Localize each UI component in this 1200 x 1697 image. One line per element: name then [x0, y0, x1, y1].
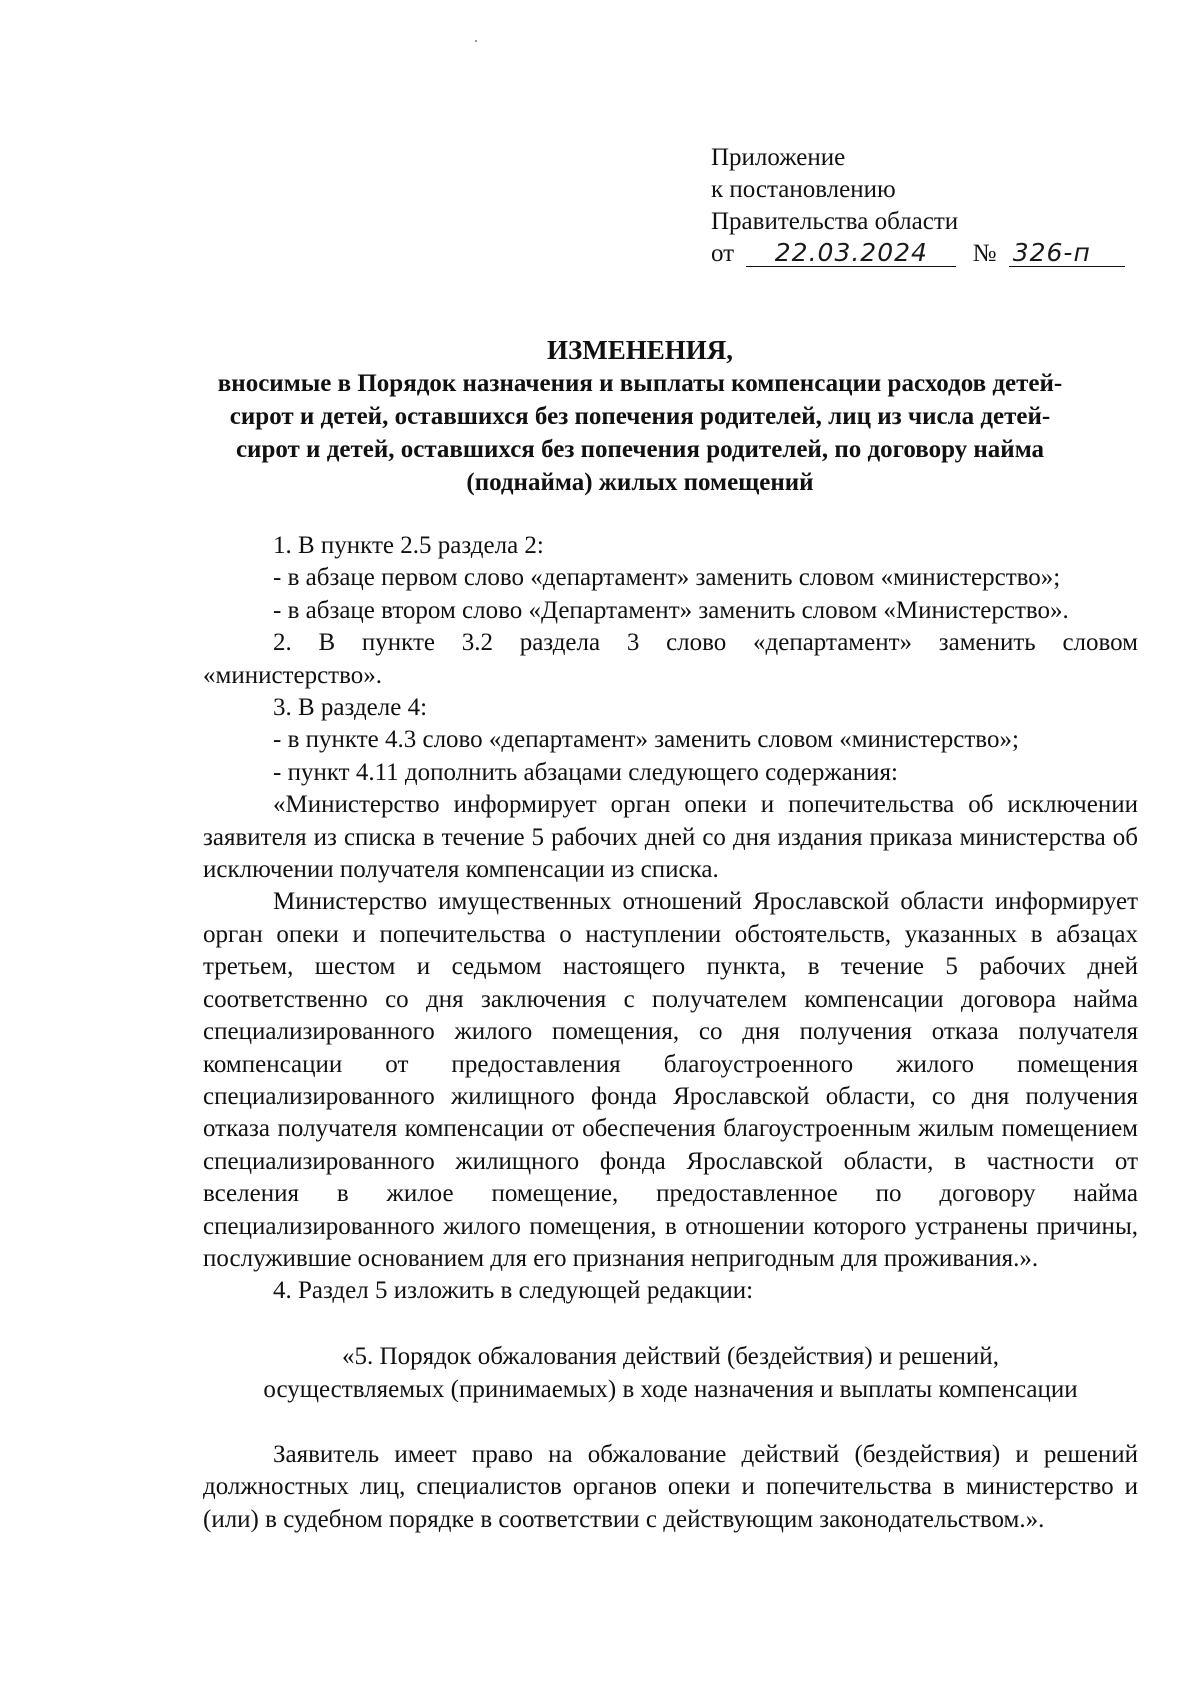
date-prefix: от — [711, 240, 735, 267]
body-paragraph: - в пункте 4.3 слово «департамент» заменить словом «министерство»; — [273, 726, 1019, 754]
body-paragraph: - пункт 4.11 дополнить абзацами следующего содержания: — [273, 758, 898, 786]
number-prefix: № — [972, 240, 997, 267]
appendix-line: Приложение — [711, 144, 846, 171]
appendix-line: Правительства области — [711, 208, 959, 235]
body-paragraph: 3. В разделе 4: — [273, 694, 428, 722]
body-paragraph: - в абзаце втором слово «Департамент» заменить словом «Министерство». — [273, 596, 1069, 624]
body-paragraph: 2. В пункте 3.2 раздела 3 слово «департамент» заменить словом «министерство». — [203, 629, 1138, 689]
body-paragraph: - в абзаце первом слово «департамент» заменить словом «министерство»; — [273, 564, 1061, 592]
section-heading — [203, 1340, 1138, 1406]
body-paragraph: 1. В пункте 2.5 раздела 2: — [273, 532, 544, 559]
section-heading-line: осуществляемых (принимаемых) в ходе назначения и выплаты компенсации — [263, 1375, 1078, 1403]
document-title — [200, 333, 1080, 499]
title-main: ИЗМЕНЕНИЯ, — [546, 335, 733, 365]
handwritten-date: 22.03.2024 — [746, 240, 956, 267]
scan-speck — [475, 40, 477, 42]
body-paragraph: «Министерство информирует орган опеки и попечительства об исключении заявителя из списка в течение 5 рабочих дней со дня издания приказа министерства об исключении получателя компенсации из списка. — [203, 791, 1138, 884]
section-heading-line: «5. Порядок обжалования действий (бездействия) и решений, — [342, 1342, 999, 1370]
handwritten-number: 326-п — [1009, 240, 1125, 267]
appendix-header — [711, 142, 1125, 270]
title-subtitle: вносимые в Порядок назначения и выплаты компенсации расходов детей-сирот и детей, оставшихся без попечения родителей, лиц из числа детей-сирот и детей, оставшихся без попечения родителей, по договору найма (поднайма) жилых помещений — [217, 370, 1063, 496]
body-paragraph: Министерство имущественных отношений Ярославской области информирует орган опеки и попечительства о наступлении обстоятельств, указанных в абзацах третьем, шестом и седьмом настоящего пункта, в течение 5 рабочих дней соответственно со дня заключения с получателем компенсации договора найма специализированного жилого помещения, со дня получения отказа получателя компенсации от предоставления благоустроенного жилого помещения специализированного жилищного фонда Ярославской области, со дня получения отказа получателя компенсации от обеспечения благоустроенным жилым помещением специализированного жилищного фонда Ярославской области, в частности от вселения в жилое помещение, предоставленное по договору найма специализированного жилого помещения, в отношении которого устранены причины, послужившие основанием для его признания непригодным для проживания.». — [203, 888, 1138, 1272]
final-paragraph: Заявитель имеет право на обжалование действий (бездействия) и решений должностных лиц, специалистов органов опеки и попечительства в министерство и (или) в судебном порядке в соответствии с действующим законодательством.». — [203, 1440, 1138, 1533]
date-number-line — [711, 238, 1125, 270]
appendix-line: к постановлению — [711, 176, 896, 203]
body-paragraph: 4. Раздел 5 изложить в следующей редакции: — [273, 1277, 754, 1305]
document-body — [203, 530, 1138, 1536]
